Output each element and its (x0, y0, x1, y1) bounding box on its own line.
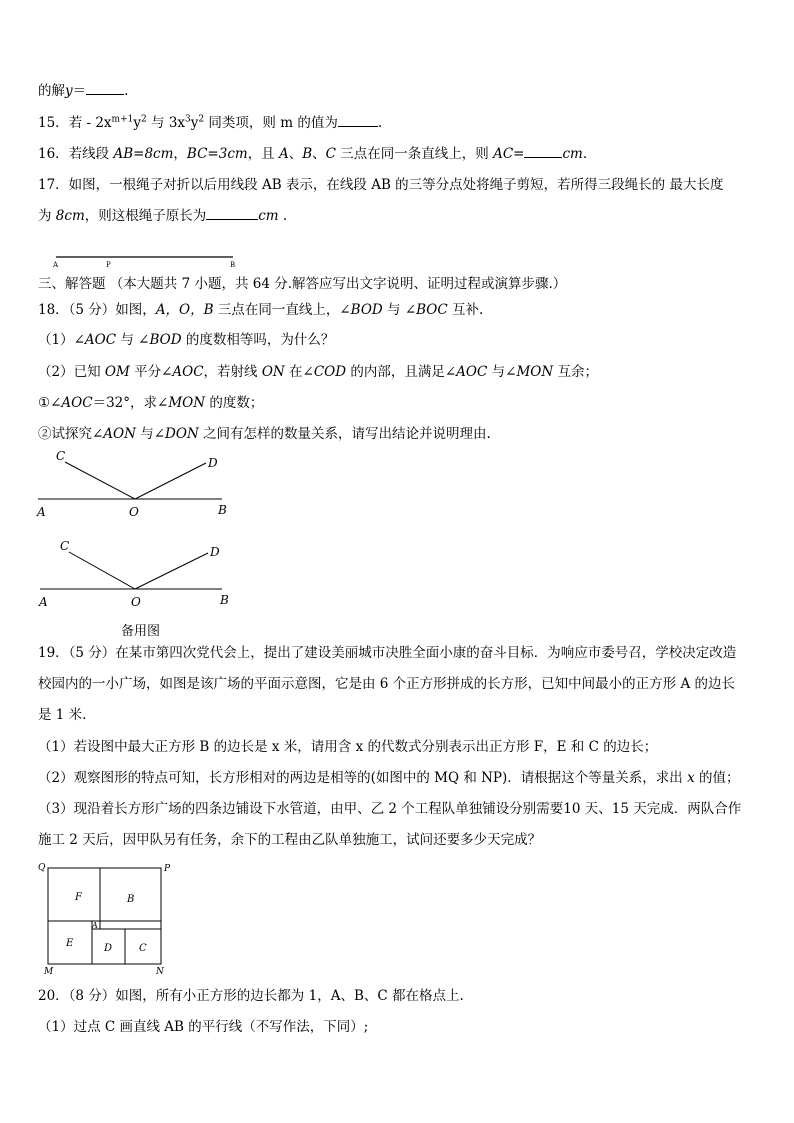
angle-aoc: ∠AOC (50, 395, 93, 411)
label-q: Q (38, 863, 46, 873)
q16-ac: AC= (493, 146, 525, 162)
q15-term: y (133, 115, 141, 131)
q18-text: 与 (382, 302, 405, 318)
label-f: F (75, 892, 82, 903)
angle-cod: ∠COD (302, 364, 347, 380)
label-a: A (39, 595, 48, 609)
ray-om: OM (104, 364, 130, 380)
q18-text: ，若射线 (203, 364, 262, 380)
ray-oc (65, 462, 135, 499)
figure-caption: 备用图 (121, 624, 161, 639)
q18-text: 的内部，且满足 (346, 364, 445, 380)
q15-term: 与 3x (146, 115, 186, 131)
q17-text: 为 (38, 208, 56, 224)
q18-line-5 (38, 425, 491, 443)
q18-text: 与 (116, 332, 139, 348)
q18-text: 平分 (129, 364, 162, 380)
angle-bod: ∠BOD (339, 302, 383, 318)
q18-text: 的度数； (205, 395, 264, 411)
q16-text: 若线段 (68, 146, 114, 162)
angle-aon: ∠AON (92, 426, 136, 442)
q17-line-1: 17．如图，一根绳子对折以后用线段 AB 表示，在线段 AB 的三等分点处将绳子剪短，若所得三段绳长的 最大长度 (38, 177, 724, 193)
q19-line-7: 施工 2 天后，因甲队另有任务，余下的工程由乙队单独施工，试问还要多少天完成？ (38, 832, 542, 848)
angle-aoc: ∠AOC (161, 364, 204, 380)
q19-line-1: 19．（5 分）在某市第四次党代会上，提出了建设美丽城市决胜全面小康的奋斗目标．为响应市委号召，学校决定改造 (38, 645, 737, 661)
question-number: 15． (38, 115, 69, 131)
angle-boc: ∠BOC (404, 302, 448, 318)
q17-line-2 (38, 207, 287, 225)
q17-end: . (278, 208, 288, 224)
q14-eq: ＝ (72, 83, 87, 99)
q15-term: 若 - 2x (68, 115, 112, 131)
q15-end: . (377, 115, 383, 131)
q18-text: 三点在同一直线上， (213, 302, 340, 318)
q18-figure-spare (36, 535, 236, 613)
q18-line-1 (38, 301, 483, 319)
q16-sep: 、 (312, 146, 326, 162)
q15-line (38, 114, 382, 132)
q19-line-5 (38, 769, 740, 787)
ray-oc (69, 552, 135, 589)
q18-text: 与 (487, 364, 506, 380)
angle-don: ∠DON (153, 426, 199, 442)
q16-ab: AB=8cm (113, 146, 174, 162)
label-a: A (37, 505, 46, 519)
q17-text: ，则这根绳子原长为 (84, 208, 207, 224)
point-b: B (302, 146, 313, 162)
label-d: D (210, 545, 220, 559)
q14-line (38, 82, 128, 100)
label-p: P (106, 261, 111, 269)
angle-aoc: ∠AOC (444, 364, 488, 380)
q16-text: 三点在同一条直线上，则 (336, 146, 494, 162)
q17-unit: cm (258, 208, 279, 224)
q18-text: （1） (38, 332, 74, 348)
ray-on: ON (261, 364, 285, 380)
q20-line-1: 20．（8 分）如图，所有小正方形的边长都为 1，A、B、C 都在格点上. (38, 988, 464, 1004)
q18-text: 在 (284, 364, 303, 380)
section-heading: 三、解答题 （本大题共 7 小题，共 64 分.解答应写出文字说明、证明过程或演算步骤.） (38, 276, 567, 292)
label-d: D (208, 456, 218, 470)
label-c: C (139, 943, 147, 954)
q19-line-3: 是 1 米. (38, 707, 87, 723)
q16-unit: cm (562, 146, 583, 162)
label-c: C (56, 449, 66, 463)
q14-text: 的解 (38, 83, 65, 99)
label-b: B (127, 894, 135, 905)
q16-end: . (582, 146, 588, 162)
exponent: 2 (198, 114, 205, 125)
q18-figure-main (36, 445, 236, 523)
angle-aoc: ∠AOC (73, 332, 117, 348)
angle-mon: ∠MON (505, 364, 554, 380)
label-b: B (220, 593, 229, 607)
angle-mon: ∠MON (157, 395, 206, 411)
answer-blank (206, 207, 258, 220)
label-a: A (53, 261, 59, 269)
label-o: O (131, 595, 141, 609)
q15-term: y (190, 115, 199, 131)
q20-line-2: （1）过点 C 画直线 AB 的平行线（不写作法，下同）; (38, 1019, 369, 1035)
q19-square-figure (38, 860, 173, 980)
question-number: 16． (38, 146, 69, 162)
label-m: M (44, 967, 54, 977)
ray-od (135, 553, 208, 589)
q16-text: ， (173, 146, 187, 162)
point-c: C (325, 146, 336, 162)
label-n: N (156, 967, 164, 977)
q17-length: 8cm (55, 208, 85, 224)
q18-points: A，O，B (155, 302, 214, 318)
square-f (48, 868, 100, 921)
q18-line-4 (38, 394, 263, 412)
q16-bc: BC=3cm (186, 146, 248, 162)
label-d: D (104, 943, 113, 954)
q16-line (38, 145, 587, 163)
q18-text: （2）已知 (38, 364, 105, 380)
q16-text: ，且 (247, 146, 279, 162)
q19-text: （2）观察图形的特点可知，长方形相对的两边是相等的(如图中的 MQ 和 NP)．请根据这个等量关系，求出 (38, 770, 688, 786)
q19-line-6: （3）现沿着长方形广场的四条边铺设下水管道，由甲、乙 2 个工程队单独铺设分别需要10 天、15 天完成．两队合作 (38, 801, 742, 817)
q19-line-2: 校园内的一小广场，如图是该广场的平面示意图，它是由 6 个正方形拼成的长方形，已知中间最小的正方形 A 的边长 (38, 676, 736, 692)
label-c: C (60, 539, 70, 553)
exponent: 3 (185, 114, 191, 125)
label-b: B (230, 261, 236, 269)
q18-text: 与 (135, 426, 154, 442)
q18-text: ＝32°，求 (92, 395, 158, 411)
q18-text: 互余； (553, 364, 598, 380)
circled-1: ① (38, 395, 51, 411)
circled-2: ②试探究 (38, 426, 92, 442)
label-b: B (218, 503, 227, 517)
q14-var: y (65, 83, 73, 99)
label-o: O (129, 505, 139, 519)
answer-blank (524, 145, 562, 158)
point-a: A (278, 146, 289, 162)
q18-text: 18．（5 分）如图， (38, 302, 156, 318)
exponent: m+1 (111, 114, 134, 125)
q16-sep: 、 (288, 146, 303, 162)
q18-text: 之间有怎样的数量关系，请写出结论并说明理由. (198, 426, 491, 442)
angle-bod: ∠BOD (138, 332, 182, 348)
label-a: A (92, 921, 98, 930)
q19-text: 的值； (694, 770, 740, 786)
ray-od (135, 463, 206, 499)
q18-text: 的度数相等吗，为什么？ (181, 332, 335, 348)
q17-segment-figure (50, 250, 240, 270)
q18-text: 互补. (447, 302, 484, 318)
label-e: E (66, 938, 74, 949)
answer-blank (86, 82, 124, 95)
exponent: 2 (141, 114, 147, 125)
var-x: x (687, 770, 695, 786)
q15-text: 同类项，则 m 的值为 (204, 115, 338, 131)
label-p: P (164, 864, 171, 874)
q18-line-3 (38, 363, 598, 381)
q14-end: . (124, 83, 129, 99)
q19-line-4: （1）若设图中最大正方形 B 的边长是 x 米，请用含 x 的代数式分别表示出正方形 F，E 和 C 的边长； (38, 739, 658, 755)
q18-line-2 (38, 331, 334, 349)
answer-blank (338, 114, 378, 127)
